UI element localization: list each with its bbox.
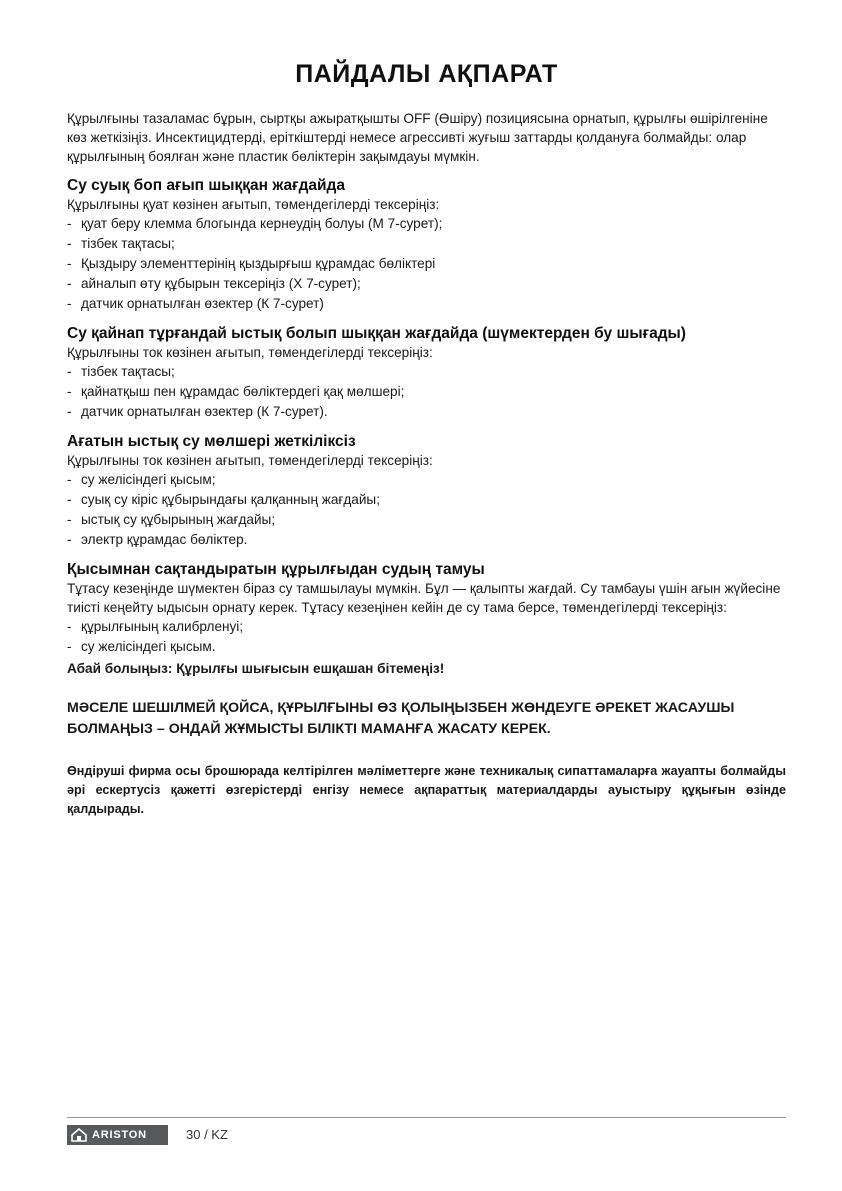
list-item: - айналып өту құбырын тексеріңіз (Х 7-сурет); (67, 274, 786, 294)
check-list (67, 617, 786, 657)
list-item: - ыстық су құбырының жағдайы; (67, 510, 786, 530)
document-page (67, 60, 786, 819)
footer-divider (67, 1117, 786, 1118)
page-number: 30 / KZ (186, 1127, 228, 1142)
page-title: ПАЙДАЛЫ АҚПАРАТ (295, 60, 558, 88)
list-item: - электр құрамдас бөліктер. (67, 530, 786, 550)
check-list (67, 362, 786, 422)
list-item: - датчик орнатылған өзектер (К 7-сурет). (67, 402, 786, 422)
list-item: - су желісіндегі қысым; (67, 470, 786, 490)
section-boiling-water (67, 324, 786, 422)
section-insufficient-hot-water (67, 432, 786, 550)
list-item: - суық су кіріс құбырындағы қалқанның жағдайы; (67, 490, 786, 510)
section-safety-valve-drip (67, 560, 786, 657)
warning-note: Абай болыңыз: Құрылғы шығысын ешқашан бітемеңіз! (67, 661, 445, 676)
check-list (67, 470, 786, 550)
list-item: - құрылғының калибрленуі; (67, 617, 786, 637)
list-item: - қуат беру клемма блогында кернеудің болуы (М 7-сурет); (67, 214, 786, 234)
section-lead: Тұтасу кезеңінде шүмектен біраз су тамшылауы мүмкін. Бұл — қалыпты жағдай. Су тамбауы үшін ағын жүйесіне тиісті кеңейту ыдысын орнату керек. Тұтасу кезеңінен кейін де су тама берсе, төмендегілерді тексеріңіз: (67, 581, 781, 615)
section-heading: Су суық боп ағып шыққан жағдайда (67, 177, 346, 194)
house-icon (71, 1128, 87, 1142)
section-lead: Құрылғыны ток көзінен ағытып, төмендегілерді тексеріңіз: (67, 453, 433, 468)
section-cold-water (67, 176, 786, 314)
brand-name: ARISTON (92, 1129, 147, 1141)
manufacturer-disclaimer: Өндіруші фирма осы брошюрада келтірілген мәліметтерге және техникалық сипаттамаларға жауапты болмайды әрі ескертусіз қажетті өзгерістерді енгізу немесе ақпараттық материалдарды ауыстыру құқығын өзінде қалдырады. (67, 764, 786, 816)
list-item: - тізбек тақтасы; (67, 362, 786, 382)
section-lead: Құрылғыны ток көзінен ағытып, төмендегілерді тексеріңіз: (67, 345, 433, 360)
section-heading: Ағатын ыстық су мөлшері жеткіліксіз (67, 433, 356, 450)
section-heading: Қысымнан сақтандыратын құрылғыдан судың тамуы (67, 561, 485, 578)
section-heading: Су қайнап тұрғандай ыстық болып шыққан жағдайда (шүмектерден бу шығады) (67, 325, 686, 342)
list-item: - су желісіндегі қысым. (67, 637, 786, 657)
check-list (67, 214, 786, 314)
list-item: - тізбек тақтасы; (67, 234, 786, 254)
list-item: - датчик орнатылған өзектер (К 7-сурет) (67, 294, 786, 314)
list-item: - Қыздыру элементтерінің қыздырғыш құрамдас бөліктері (67, 254, 786, 274)
repair-notice: МӘСЕЛЕ ШЕШІЛМЕЙ ҚОЙСА, ҚҰРЫЛҒЫНЫ ӨЗ ҚОЛЫҢЫЗБЕН ЖӨНДЕУГЕ ӘРЕКЕТ ЖАСАУШЫ БОЛМАҢЫЗ – ОНДАЙ ЖҰМЫСТЫ БІЛІКТІ МАМАНҒА ЖАСАТУ КЕРЕК. (67, 700, 735, 737)
brand-logo (67, 1125, 168, 1145)
list-item: - қайнатқыш пен құрамдас бөліктердегі қақ мөлшері; (67, 382, 786, 402)
section-lead: Құрылғыны қуат көзінен ағытып, төмендегілерді тексеріңіз: (67, 197, 440, 212)
intro-paragraph: Құрылғыны тазаламас бұрын, сыртқы ажыратқышты OFF (Өшіру) позициясына орнатып, құрылғы өшірілгеніне көз жеткізіңіз. Инсектицидтерді, еріткіштерді немесе агрессивті жуғыш заттарды қолдануға болмайды: олар құрылғының боялған және пластик бөліктерін зақымдауы мүмкін. (67, 111, 768, 164)
